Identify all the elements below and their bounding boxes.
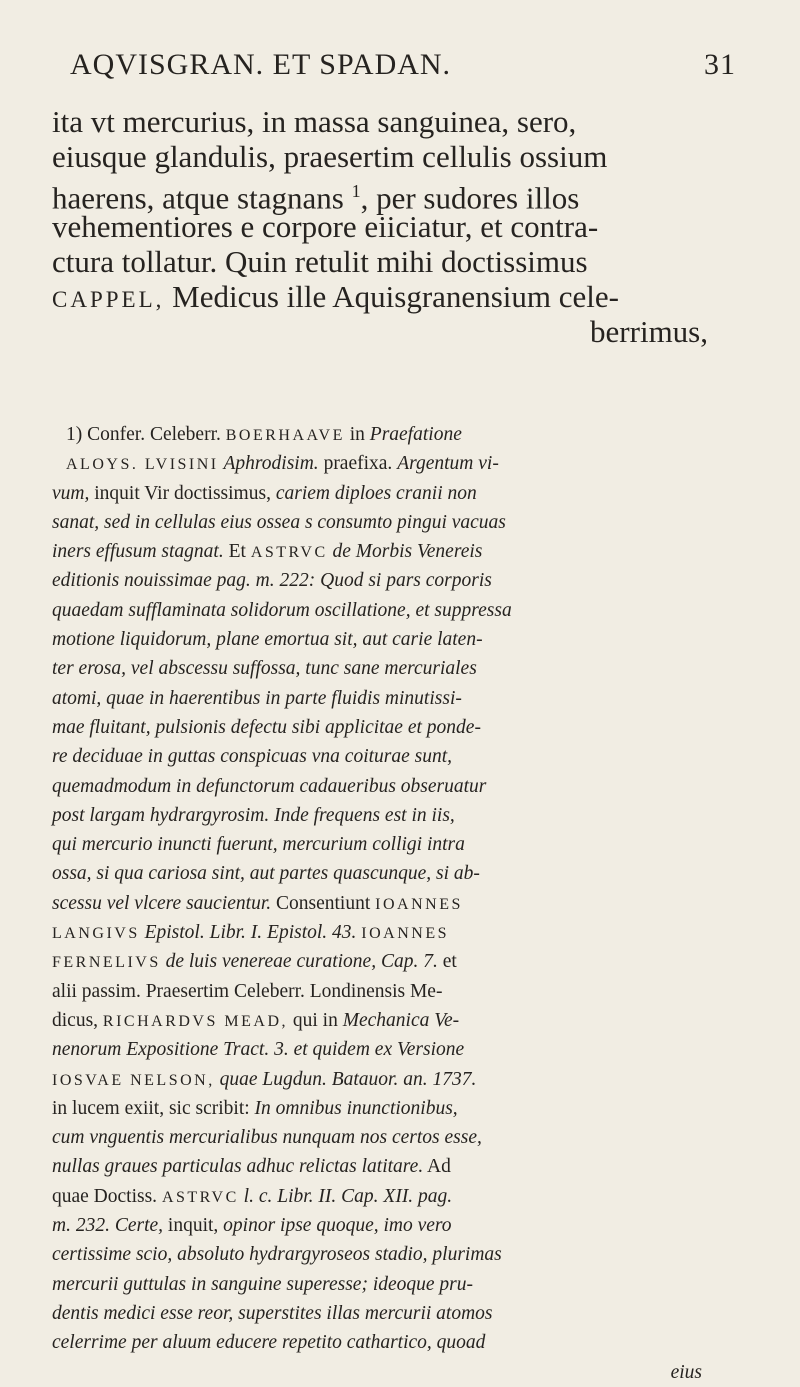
main-line: ctura tollatur. Quin retulit mihi doctissimus	[52, 244, 588, 279]
main-text	[52, 104, 712, 349]
page-number: 31	[704, 48, 736, 81]
main-line: vehementiores e corpore eiiciatur, et contra-	[52, 209, 599, 244]
main-line: CAPPEL, Medicus ille Aquisgranensium cele-	[52, 279, 619, 314]
main-line: haerens, atque stagnans $^1$, per sudores illos	[52, 180, 580, 216]
footnote: 1) Confer. Celeberr. BOERHAAVE in Praefatione ALOYS. LVISINI Aphrodisim. praefixa. Argentum vi- vum, inquit Vir doctissimus, cariem diploes cranii non sanat, sed in cellulas eius ossea s consumto pingui vacuas iners effusum stagnat. Et ASTRVC de Morbis Venereis editionis nouissimae pag. m. 222: Quod si pars corporis quaedam sufflaminata solidorum oscillatione, et suppressa motione liquidorum, plane emortua sit, aut carie laten- ter erosa, vel abscessu suffossa, tunc sane mercuriales atomi, quae in haerentibus in parte fluidis minutissi- mae fluitant, pulsionis defectu sibi applicitae et ponde- re deciduae in guttas conspicuas vna coiturae sunt, quemadmodum in defunctorum cadaueribus obseruatur post largam hydrargyrosim. Inde frequens est in iis, qui mercurio inuncti fuerunt, mercurium colligi intra ossa, si qua cariosa sint, aut partes quascunque, si ab- scessu vel vlcere saucientur. Consentiunt IOANNES LANGIVS Epistol. Libr. I. Epistol. 43. IOANNES FERNELIVS de luis venereae curatione, Cap. 7. et alii passim. Praesertim Celeberr. Londinensis Me- dicus, RICHARDVS MEAD, qui in Mechanica Ve- nenorum Expositione Tract. 3. et quidem ex Versione IOSVAE NELSON, quae Lugdun. Batauor. an. 1737. in lucem exiit, sic scribit: In omnibus inunctionibus, cum vnguentis mercurialibus nunquam nos certos esse, nullas graues particulas adhuc relictas latitare. Ad quae Doctiss. ASTRVC l. c. Libr. II. Cap. XII. pag. m. 232. Certe, inquit, opinor ipse quoque, imo vero certissime scio, absoluto hydrargyroseos stadio, plurimas mercurii guttulas in sanguine superesse; ideoque pru- dentis medici esse reor, superstites illas mercurii atomos celerrime per aluum educere repetito cathartico, quoad eius	[52, 424, 702, 1383]
main-line: eiusque glandulis, praesertim cellulis ossium	[52, 139, 608, 174]
person-name: CAPPEL,	[52, 287, 165, 312]
main-line: ita vt mercurius, in massa sanguinea, sero,	[52, 104, 577, 139]
footnote-reference: 1	[351, 181, 361, 201]
main-line: berrimus,	[590, 314, 708, 349]
running-title: AQVISGRAN. ET SPADAN.	[70, 48, 452, 81]
running-header	[70, 48, 736, 82]
